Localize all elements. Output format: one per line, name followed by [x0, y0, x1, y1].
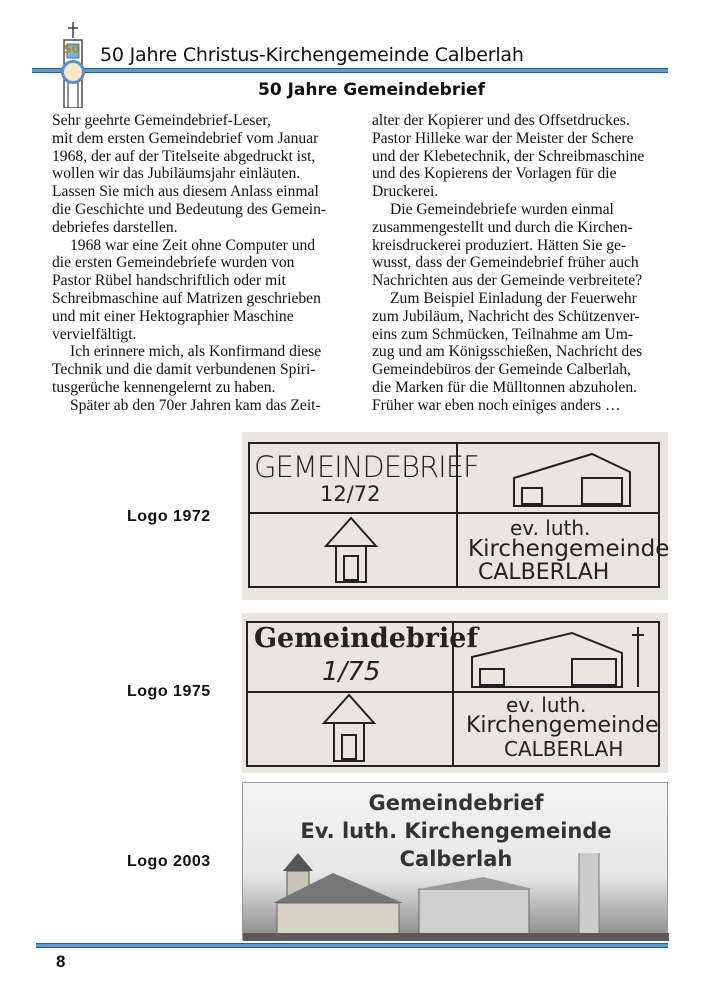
logo-1975-issue: 1/75: [322, 657, 381, 687]
logo-1972-line3: CALBERLAH: [478, 560, 610, 585]
logo-1975-line1: ev. luth.: [506, 693, 587, 717]
text-line: Lassen Sie mich aus diesem Anlass einmal: [52, 183, 319, 201]
article-title: 50 Jahre Gemeindebrief: [258, 80, 485, 100]
logo-1972-image: [242, 432, 668, 600]
logo-2003-image: [242, 782, 668, 940]
text-line: Druckerei.: [372, 183, 439, 201]
text-line: zusammengestellt und durch die Kirchen-: [372, 218, 633, 236]
text-line: Sehr geehrte Gemeindebrief-Leser,: [52, 112, 271, 129]
logo-2003-line3: Calberlah: [399, 847, 513, 871]
logo-1972-line2: Kirchengemeinde: [468, 536, 670, 562]
text-line: alter der Kopierer und des Offsetdruckes.: [372, 112, 630, 129]
church-drawing-icon: [316, 693, 382, 763]
text-line: kreisdruckerei produziert. Hätten Sie ge-: [372, 236, 627, 254]
text-line: die Geschichte und Bedeutung des Gemein-: [52, 200, 327, 218]
right-column: [372, 112, 644, 415]
text-line: mit dem ersten Gemeindebrief vom Januar: [52, 129, 319, 147]
text-line: zug und am Königsschießen, Nachricht des: [372, 343, 643, 361]
text-line: Pastor Hilleke war der Meister der Schere: [372, 129, 634, 147]
logo-1972-line1: ev. luth.: [510, 516, 591, 540]
text-line: vervielfältigt.: [52, 325, 137, 343]
church-tower-logo-icon: [56, 22, 90, 108]
hall-drawing-icon: [512, 448, 632, 508]
logo-1975-title: Gemeindebrief: [254, 623, 479, 654]
logo-1975-line3: CALBERLAH: [504, 737, 624, 761]
text-line: und mit einer Hektographier Maschine: [52, 307, 294, 325]
logo-1975-line2: Kirchengemeinde: [466, 713, 659, 738]
text-line: Schreibmaschine auf Matrizen geschrieben: [52, 289, 321, 307]
logo-1975-image: [242, 613, 668, 773]
text-line: Die Gemeindebriefe wurden einmal: [390, 200, 614, 218]
text-line: 1968 war eine Zeit ohne Computer und: [70, 236, 316, 254]
text-line: Technik und die damit verbundenen Spiri-: [52, 361, 316, 379]
page-number: 8: [56, 952, 66, 971]
anniversary-badge: 50: [64, 43, 80, 56]
text-line: und des Kopierens der Vorlagen für die: [372, 165, 617, 183]
footer-rule: [36, 943, 668, 948]
logo-2003-line1: Gemeindebrief: [368, 791, 544, 815]
logo-1972-title: GEMEINDEBRIEF: [254, 450, 479, 484]
text-line: wollen wir das Jubiläumsjahr einläuten.: [52, 165, 301, 183]
logo-label-1972: Logo 1972: [127, 508, 211, 525]
text-line: wusst, dass der Gemeindebrief früher auch: [372, 254, 639, 272]
logo-1972-issue: 12/72: [320, 482, 381, 506]
header-rule: [32, 68, 668, 73]
text-line: Ich erinnere mich, als Konfirmand diese: [70, 343, 322, 361]
church-drawing-icon: [318, 516, 384, 584]
text-line: Früher war eben noch einiges anders …: [372, 396, 621, 414]
text-line: Gemeindebüros der Gemeinde Calberlah,: [372, 361, 631, 379]
text-line: Später ab den 70er Jahren kam das Zeit-: [70, 396, 321, 414]
logo-2003-line2: Ev. luth. Kirchengemeinde: [300, 819, 612, 843]
text-line: 1968, der auf der Titelseite abgedruckt ist,: [52, 147, 316, 165]
text-line: eins zum Schmücken, Teilnahme am Um-: [372, 325, 634, 343]
text-line: Nachrichten aus der Gemeinde verbreitete?: [372, 272, 643, 290]
logo-label-2003: Logo 2003: [127, 853, 211, 870]
text-line: und der Klebetechnik, der Schreibmaschine: [372, 147, 645, 165]
text-line: debriefes darstellen.: [52, 218, 178, 236]
logo-label-1975: Logo 1975: [127, 683, 211, 700]
text-line: die ersten Gemeindebriefe wurden von: [52, 254, 295, 272]
text-line: Zum Beispiel Einladung der Feuerwehr: [390, 289, 637, 307]
left-column: [52, 112, 326, 415]
text-line: zum Jubiläum, Nachricht des Schützenver-: [372, 307, 640, 325]
text-line: tusgerüche kennengelernt zu haben.: [52, 378, 276, 396]
text-line: die Marken für die Mülltonnen abzuholen.: [372, 378, 638, 396]
hall-drawing-icon: [462, 625, 652, 689]
text-line: Pastor Rübel handschriftlich oder mit: [52, 272, 286, 290]
header-title: 50 Jahre Christus-Kirchengemeinde Calberlah: [100, 44, 524, 66]
